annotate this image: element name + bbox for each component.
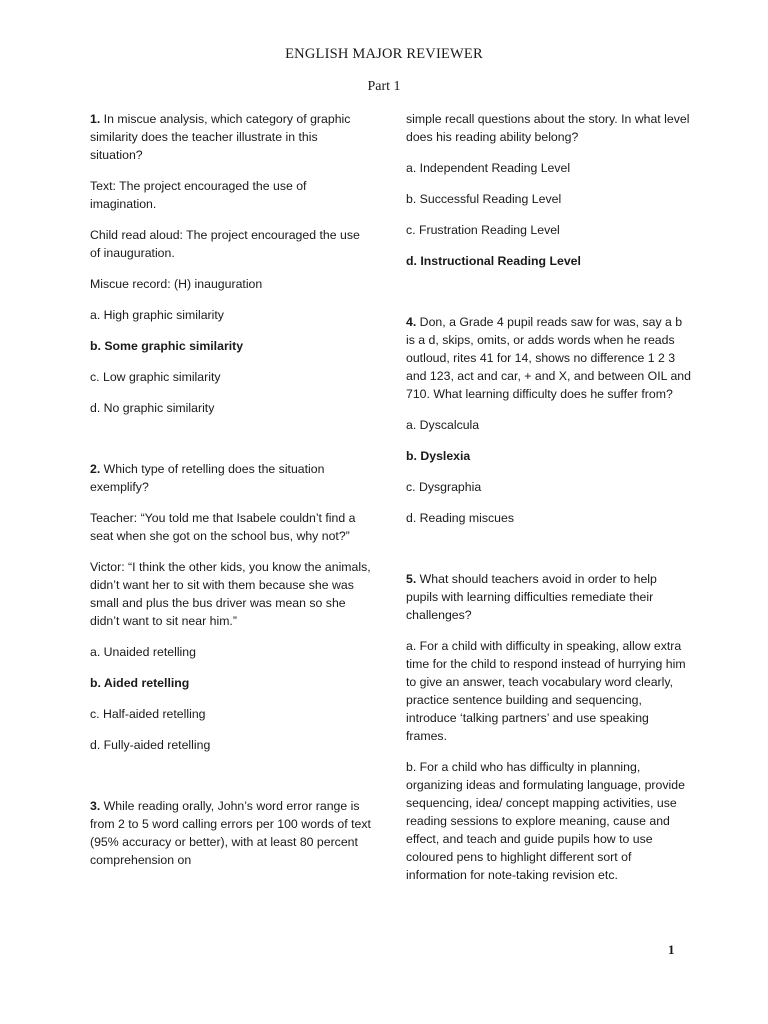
q2-teacher-line: Teacher: “You told me that Isabele couldn’t find a seat when she got on the school bus, why not?” xyxy=(90,511,356,543)
question-4 xyxy=(406,313,692,403)
question-number: 5. xyxy=(406,572,417,586)
question-number: 3. xyxy=(90,799,101,813)
right-column xyxy=(406,110,692,897)
q1-option-c: c. Low graphic similarity xyxy=(90,370,221,384)
q1-option-a: a. High graphic similarity xyxy=(90,308,224,322)
question-text: While reading orally, John’s word error range is from 2 to 5 word calling errors per 100 words of text (95% accuracy or better), with at least 80 percent comprehension on xyxy=(90,799,371,867)
question-2 xyxy=(90,460,372,496)
q3-option-b: b. Successful Reading Level xyxy=(406,192,562,206)
q1-record-line: Miscue record: (H) inauguration xyxy=(90,277,263,291)
question-5 xyxy=(406,570,692,624)
q2-option-c: c. Half-aided retelling xyxy=(90,707,206,721)
question-3 xyxy=(90,797,372,869)
question-number: 1. xyxy=(90,112,101,126)
q4-option-d: d. Reading miscues xyxy=(406,511,514,525)
q2-option-b-answer: b. Aided retelling xyxy=(90,676,190,690)
question-text: Which type of retelling does the situation exemplify? xyxy=(90,462,325,494)
question-text: What should teachers avoid in order to help pupils with learning difficulties remediate their challenges? xyxy=(406,572,657,622)
spacer xyxy=(406,283,692,313)
spacer xyxy=(90,430,372,460)
q3-option-d-answer: d. Instructional Reading Level xyxy=(406,254,581,268)
q4-option-a: a. Dyscalcula xyxy=(406,418,480,432)
q1-child-line: Child read aloud: The project encouraged the use of inauguration. xyxy=(90,228,360,260)
q1-option-b-answer: b. Some graphic similarity xyxy=(90,339,244,353)
spacer xyxy=(406,540,692,570)
q1-option-d: d. No graphic similarity xyxy=(90,401,215,415)
question-number: 2. xyxy=(90,462,101,476)
q3-option-a: a. Independent Reading Level xyxy=(406,161,571,175)
q2-option-a: a. Unaided retelling xyxy=(90,645,196,659)
q3-continued: simple recall questions about the story. In what level does his reading ability belong? xyxy=(406,112,690,144)
q2-victor-line: Victor: “I think the other kids, you know the animals, didn’t want her to sit with them because she was small and plus the bus driver was mean so she didn’t want to sit near him.” xyxy=(90,560,371,628)
question-text: Don, a Grade 4 pupil reads saw for was, say a b is a d, skips, omits, or adds words when he reads outloud, rites 41 for 14, shows no difference 1 2 3 and 123, act and car, + and X, and between OIL and 710. What learning difficulty does he suffer from? xyxy=(406,315,691,401)
page-number: 1 xyxy=(668,942,675,957)
spacer xyxy=(90,767,372,797)
q4-option-b-answer: b. Dyslexia xyxy=(406,449,471,463)
q1-text-line: Text: The project encouraged the use of imagination. xyxy=(90,179,307,211)
q4-option-c: c. Dysgraphia xyxy=(406,480,482,494)
q5-option-b: b. For a child who has difficulty in planning, organizing ideas and formulating language, provide sequencing, idea/ concept mapping activities, use reading sessions to explore meaning, cause and effect, and teach and guide pupils how to use coloured pens to highlight different sort of information for note-taking revision etc. xyxy=(406,760,685,882)
question-number: 4. xyxy=(406,315,417,329)
part-heading: Part 1 xyxy=(367,79,401,94)
q2-option-d: d. Fully-aided retelling xyxy=(90,738,211,752)
q3-option-c: c. Frustration Reading Level xyxy=(406,223,560,237)
document-title: ENGLISH MAJOR REVIEWER xyxy=(285,46,483,62)
q5-option-a: a. For a child with difficulty in speaking, allow extra time for the child to respond instead of hurrying him to give an answer, teach vocabulary word clearly, practice sentence building and sequencing, introduce ‘talking partners’ and use speaking frames. xyxy=(406,639,686,743)
question-1 xyxy=(90,110,372,164)
left-column xyxy=(90,110,372,882)
question-text: In miscue analysis, which category of graphic similarity does the teacher illustrate in this situation? xyxy=(90,112,351,162)
